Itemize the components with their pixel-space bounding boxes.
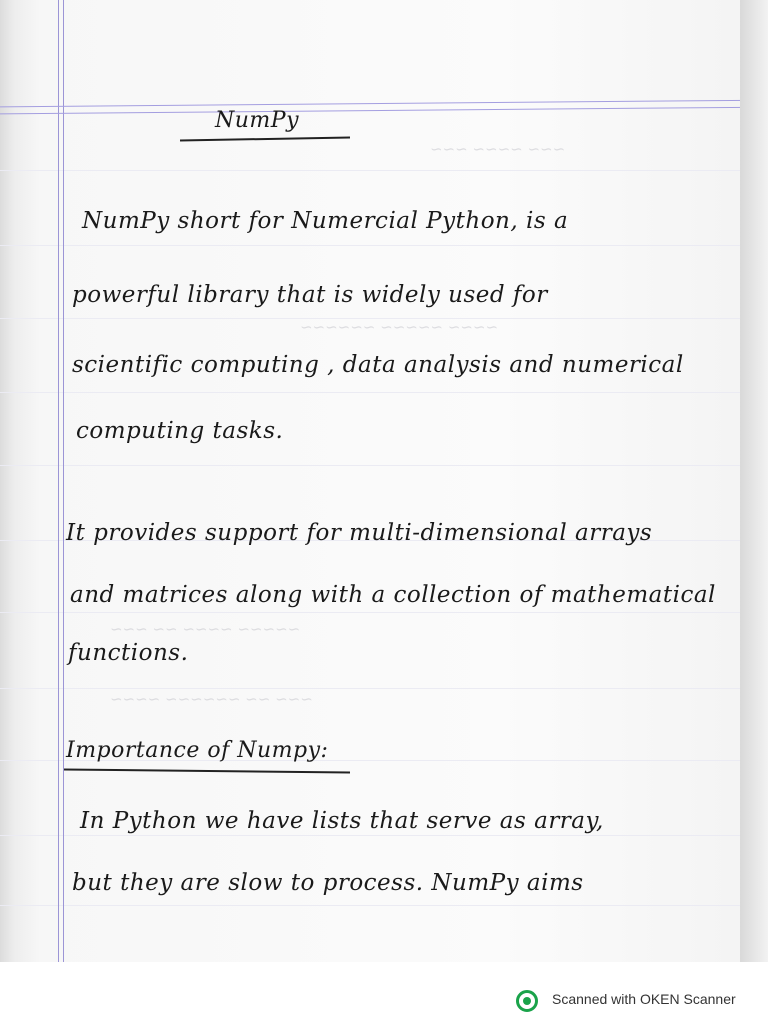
paragraph-line: NumPy short for Numercial Python, is a [82, 208, 569, 234]
paragraph-line: powerful library that is widely used for [72, 282, 548, 308]
ruled-line [0, 688, 768, 689]
paragraph-line: functions. [68, 640, 189, 666]
section-heading: Importance of Numpy: [66, 738, 329, 763]
page-edge [740, 0, 768, 962]
oken-scanner-icon [516, 990, 538, 1012]
paragraph-line: In Python we have lists that serve as array, [80, 808, 604, 834]
bleed-through-text: ~~~~~ ~~~~ ~~ ~~~ [110, 620, 301, 638]
ruled-line [0, 245, 768, 246]
bleed-through-text: ~~~ ~~ ~~~~~~ ~~~~ [110, 690, 313, 708]
margin-line [63, 0, 64, 962]
paragraph-line: but they are slow to process. NumPy aims [72, 870, 584, 896]
bleed-through-text: ~~~~ ~~~~~ ~~~~~~ [300, 318, 499, 336]
ruled-line [0, 392, 768, 393]
margin-line [58, 0, 59, 962]
paragraph-line: scientific computing , data analysis and numerical [72, 352, 684, 378]
ruled-line [0, 465, 768, 466]
heading-underline [64, 769, 350, 774]
ruled-line [0, 905, 768, 906]
top-margin-line [0, 100, 768, 108]
title-underline [180, 137, 350, 142]
page-title: NumPy [215, 108, 300, 133]
ruled-line [0, 170, 768, 171]
ruled-line [0, 835, 768, 836]
top-margin-line [0, 107, 768, 115]
ruled-line [0, 612, 768, 613]
paragraph-line: It provides support for multi-dimensional arrays [66, 520, 653, 546]
bleed-through-text: ~~~ ~~~~ ~~~ [430, 140, 566, 158]
paragraph-line: and matrices along with a collection of mathematical [70, 582, 716, 608]
paragraph-line: computing tasks. [76, 418, 284, 444]
scanner-watermark-text: Scanned with OKEN Scanner [552, 991, 736, 1007]
